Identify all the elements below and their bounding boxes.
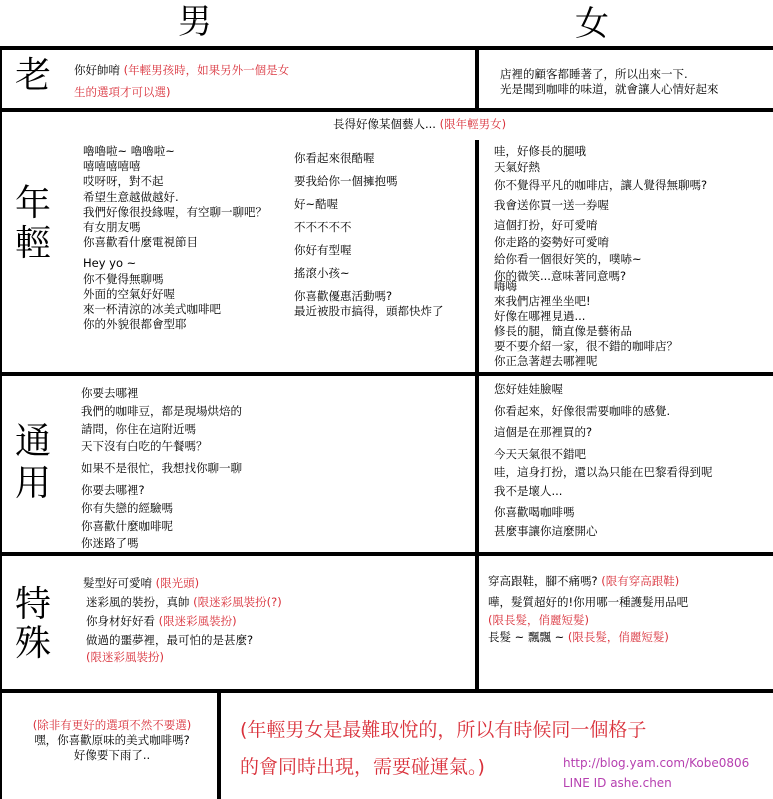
old-female-line: 光是聞到咖啡的味道，就會讓人心情好起來	[500, 82, 719, 96]
young-both-line	[333, 117, 506, 132]
old-female-cell	[500, 67, 719, 97]
general-female-line: 哇，這身打扮，還以為只能在巴黎看得到呢	[494, 465, 713, 479]
old-male-note-1: (年輕男孩時，如果另外一個是女	[123, 63, 290, 77]
general-male-line: 你要去哪裡?	[81, 482, 145, 497]
grid-line-mid-special	[475, 552, 479, 690]
special-female-line	[488, 612, 688, 628]
special-male-text: 你身材好好看	[86, 614, 159, 628]
young-male-line: 嘻嘻嘻嘻嘻	[83, 159, 141, 174]
row-label-general-2: 用	[14, 463, 51, 504]
young-male-line: 希望生意越做越好.	[83, 189, 179, 204]
special-male-line	[83, 593, 282, 612]
young-female-line: 你正急著趕去哪裡呢	[494, 354, 598, 368]
row-label-young-1: 年	[14, 183, 51, 224]
young-female-line: 我會送你買一送一券喔	[494, 198, 609, 212]
young-male-line: 哎呀呀，對不起	[83, 174, 164, 189]
young-female-line: 修長的腿，簡直像是藝術品	[494, 324, 632, 338]
special-male-line	[83, 612, 282, 631]
young-male-line: 你看起來很酷喔	[294, 151, 375, 165]
general-female-line: 你看起來，好像很需要咖啡的感覺.	[494, 403, 671, 418]
old-female-line: 店裡的顧客都睡著了，所以出來一下.	[500, 67, 688, 81]
footer-left-cell	[22, 718, 202, 763]
young-both-note: (限年輕男女)	[439, 117, 507, 131]
general-male-line: 你有失戀的經驗嗎	[81, 500, 173, 515]
young-male-line: 來一杯清涼的冰美式咖啡吧	[83, 302, 221, 317]
young-female-line: 好像在哪裡見過...	[494, 309, 586, 323]
general-female-line: 這個是在那裡買的?	[494, 425, 593, 439]
young-female-line: 哇，好修長的腿哦	[494, 144, 586, 158]
young-female-line: 天氣好熱	[494, 160, 540, 174]
special-female-cell	[488, 572, 688, 647]
footer-line: 好像要下雨了..	[73, 748, 151, 762]
young-male-line: 不不不不不	[294, 220, 352, 234]
special-female-note: (限有穿高跟鞋)	[601, 574, 680, 588]
special-female-text: 嘩，髮質超好的!你用哪一種護髮用品吧	[488, 595, 689, 609]
grid-line-top	[0, 46, 773, 50]
old-male-note-2: 生的選項才可以選)	[74, 85, 171, 99]
young-male-line: 我們好像很投緣喔，有空聊一聊吧？	[83, 204, 267, 219]
header-male: 男	[178, 2, 212, 42]
special-male-text: 髮型好可愛唷	[83, 576, 156, 590]
special-female-line	[488, 593, 688, 612]
young-male-line: 你喜歡看什麼電視節目	[83, 235, 198, 250]
general-male-cell	[81, 385, 242, 553]
special-male-text: 做過的噩夢裡，最可怕的是甚麼?	[86, 633, 254, 647]
general-female-cell	[494, 380, 713, 540]
young-female-block1	[494, 143, 707, 285]
young-male-line: 好~酷喔	[294, 197, 339, 211]
general-female-line: 我不是壞人...	[494, 483, 563, 498]
general-male-line: 你喜歡什麼咖啡呢	[81, 518, 173, 533]
footer-blog-url: http://blog.yam.com/Kobe0806	[563, 756, 750, 770]
special-female-text: 穿高跟鞋，腳不痛嗎?	[488, 574, 602, 588]
header-female: 女	[575, 4, 609, 44]
general-male-line: 如果不是很忙，我想找你聊一聊	[81, 461, 242, 476]
special-male-text: 迷彩風的裝扮，真帥	[86, 595, 194, 609]
young-male-line: Hey yo ~	[83, 256, 137, 271]
special-male-note: (限迷彩風裝扮)	[86, 650, 164, 664]
footer-note: (除非有更好的選項不然不要選)	[32, 718, 192, 732]
grid-line-footer-divider	[217, 689, 221, 799]
special-male-line	[83, 574, 282, 593]
grid-line-mid-old	[475, 46, 479, 112]
grid-line-mid-general	[475, 372, 479, 556]
special-male-line	[83, 650, 282, 664]
special-female-note: (限長髮，俏麗短髮)	[488, 613, 589, 627]
special-male-line	[83, 631, 282, 650]
young-male-line: 要我給你一個擁抱嗎	[294, 174, 398, 188]
young-female-line: 這個打扮，好可愛唷	[494, 218, 598, 232]
young-female-line: 你走路的姿勢好可愛唷	[494, 235, 609, 249]
special-female-line	[488, 572, 688, 591]
general-male-line: 你要去哪裡	[81, 386, 139, 400]
old-male-line: 你好帥唷	[74, 63, 120, 77]
grid-line-mid-young	[475, 140, 479, 376]
young-female-line: 給你看一個很好笑的，噗哧~	[494, 252, 642, 266]
special-male-note: (限迷彩風裝扮(?)	[193, 595, 282, 609]
young-male-line: 你的外貌很都會型耶	[83, 317, 187, 332]
row-label-special-1: 特	[14, 584, 51, 625]
young-female-line: 你不覺得平凡的咖啡店，讓人覺得無聊嗎?	[494, 178, 708, 192]
special-female-line	[488, 628, 688, 647]
young-male-line: 你不覺得無聊嗎	[83, 271, 164, 286]
general-female-line: 你喜歡喝咖啡嗎	[494, 505, 575, 519]
row-label-young-2: 輕	[14, 223, 51, 264]
young-female-block2	[494, 279, 678, 369]
young-male-line: 搖滾小孩~	[294, 266, 350, 280]
grid-line-special-bottom	[0, 689, 773, 693]
general-female-line: 甚麼事讓你這麼開心	[494, 523, 598, 538]
footer-big-note-2: 的會同時出現，需要碰運氣。)	[240, 756, 485, 778]
young-both-text: 長得好像某個藝人...	[333, 117, 436, 131]
general-male-line: 請問，你住在這附近嗎	[81, 421, 196, 436]
footer-line-id: LINE ID ashe.chen	[563, 776, 672, 790]
special-male-note: (限迷彩風裝扮)	[158, 614, 237, 628]
young-male-line: 嚕嚕啦~ 嚕嚕啦~	[83, 144, 175, 158]
general-male-line: 我們的咖啡豆，都是現場烘焙的	[81, 403, 242, 418]
young-male-line: 你好有型喔	[294, 243, 352, 257]
footer-big-note-1: (年輕男女是最難取悅的，所以有時候同一個格子	[240, 719, 647, 741]
grid-line-old-bottom	[0, 108, 773, 112]
young-male-line: 外面的空氣好好喔	[83, 286, 175, 301]
young-male-col2	[294, 147, 444, 319]
young-male-line: 你喜歡優惠活動嗎?	[294, 289, 393, 303]
young-male-line: 有女朋友嗎	[83, 220, 141, 235]
general-male-line: 天下沒有白吃的午餐嗎？	[81, 439, 208, 454]
young-female-line: 來我們店裡坐坐吧!	[494, 294, 591, 308]
footer-line: 嘿，你喜歡原味的美式咖啡嗎?	[34, 733, 190, 747]
grid-line-young-bottom	[0, 372, 773, 376]
row-label-general-1: 通	[14, 421, 51, 462]
young-female-line: 嗨嗨	[494, 279, 517, 293]
young-male-col1	[83, 144, 267, 332]
young-female-line: 要不要介紹一家，很不錯的咖啡店？	[494, 339, 678, 353]
special-female-note: (限長髮，俏麗短髮)	[567, 630, 669, 644]
general-female-line: 您好娃娃臉喔	[494, 382, 563, 396]
row-label-special-2: 殊	[14, 623, 51, 664]
grid-line-left	[0, 46, 2, 799]
old-male-cell	[74, 59, 289, 103]
row-label-old: 老	[14, 55, 51, 96]
general-female-line: 今天天氣很不錯吧	[494, 446, 586, 461]
young-female-line: 你的微笑...意味著同意嗎?	[494, 269, 627, 283]
special-male-cell	[83, 574, 282, 664]
special-female-text: 長髮 ~ 飄飄 ~	[488, 630, 568, 644]
young-male-line: 最近被股市搞得，頭都快炸了	[294, 304, 444, 318]
special-male-note: (限光頭)	[155, 576, 200, 590]
general-male-line: 你迷路了嗎	[81, 536, 139, 551]
